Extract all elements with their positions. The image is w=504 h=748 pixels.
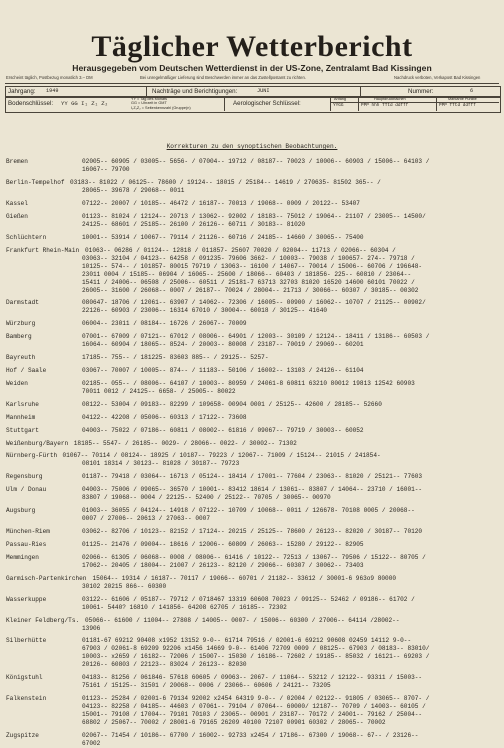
correction-codes: 15411 / 24006-- 06508 / 25006-- 60511 / 25181-7 63713 32703 81020 16520 14600 60101 70022 / xyxy=(82,278,415,286)
correction-codes: 23011 0004 / 15185-- 06904 / 16065-- 25600 / 18066-- 60403 / 181856- 225-- 60810 / 23064-- xyxy=(82,270,412,278)
correction-codes: 04123-- 82258 / 04185-- 44603 / 07061-- 79104 / 07064-- 60000/ 12187-- 70709 / 14003-- 60105 / xyxy=(82,703,426,711)
correction-codes: 01181-67 69212 90408 x1952 13152 9-0-- 61714 79516 / 02001-6 69212 90608 02459 14112 9-0-- xyxy=(82,637,412,645)
correction-codes: 24125-- 68601 / 25185-- 26100 / 26126-- 60711 / 30183-- 81020 xyxy=(82,220,306,228)
col-anfang-code: YYGG xyxy=(333,103,344,108)
correction-codes: 13906 xyxy=(82,624,101,632)
station-name: Nürnberg-Fürth xyxy=(6,452,58,460)
correction-codes: 20126-- 60803 / 22123-- 83024 / 26123-- 82030 xyxy=(82,661,247,669)
correction-codes: 22126-- 60903 / 23006-- 16314 67010 / 30004-- 60018 / 30125-- 41640 xyxy=(82,307,328,315)
correction-codes: 05066-- 61600 / 11004-- 27808 / 14005-- 0007- / 15006-- 60300 / 27006-- 64114 /28002-- xyxy=(85,616,400,624)
station-name: Silberhütte xyxy=(6,637,47,645)
correction-codes: 30102 20215 866-- 60300 xyxy=(82,582,167,590)
correction-codes: 01067-- 70114 / 08124-- 18925 / 10187-- 79223 / 12067-- 71009 / 15124-- 21015 / 241854- xyxy=(62,452,381,460)
correction-codes: 080647- 18706 / 12061-- 63907 / 14062-- 72306 / 16005-- 00900 / 16062-- 10707 / 21125-- 00902/ xyxy=(82,299,426,307)
station-name: Zugspitze xyxy=(6,732,39,740)
station-name: Darmstadt xyxy=(6,299,39,307)
correction-codes: 03183-- 81022 / 06125-- 78600 / 19124-- 18015 / 25184-- 14619 / 270635- 81502 365-- / xyxy=(70,178,381,186)
correction-codes: 08101 18314 / 30123-- 81028 / 30187-- 79723 xyxy=(82,460,240,468)
correction-codes: 01123-- 25284 / 02001-6 79134 92002 x2454 64319 9-0-- / 02004 / 02122-- 91805 / 03065-- 8707- / xyxy=(82,695,430,703)
reprint-note: Nachdruck verboten, Verkapost Bad Kissingen xyxy=(394,75,481,80)
delivery-note: Bei unregelmäßiger Lieferung sind Beschwerden immer an das Zustellpostamt zu richten. xyxy=(140,75,306,80)
station-name: Weißenburg/Bayern xyxy=(6,439,69,447)
station-name: Regensburg xyxy=(6,473,43,481)
surface-key-label: Bodenschlüssel: xyxy=(8,100,54,107)
col-main-levels-label: Hauptdruckflächen xyxy=(374,97,406,101)
station-name: Königstuhl xyxy=(6,674,43,682)
station-name: Wasserkuppe xyxy=(6,595,47,603)
correction-codes: 01125-- 21476 / 09004-- 18616 / 12006-- 60809 / 26063-- 15280 / 29122-- 82905 xyxy=(82,540,364,548)
aerological-key-label: Aerologischer Schlüssel: xyxy=(233,100,301,107)
station-name: Weiden xyxy=(6,379,28,387)
section-title: Korrekturen zu den synoptischen Beobachtungen. xyxy=(166,143,338,150)
correction-codes: 04183-- 81256 / 061846- 57618 60605 / 09063-- 2067- / 11064-- 53212 / 12122-- 93311 / 15003-- xyxy=(82,674,423,682)
station-name: Kleiner Feldberg/Ts. xyxy=(6,616,80,624)
correction-codes: 83807 / 19068-- 0004 / 22125-- 52400 / 25122-- 70705 / 30065-- 00970 xyxy=(82,494,331,502)
station-name: Kassel xyxy=(6,199,28,207)
issue-number-label: Nummer: xyxy=(408,88,434,95)
divider xyxy=(360,86,361,96)
surface-key-code: YY GG I₁ Z₁ Z₂ xyxy=(61,100,108,107)
correction-codes: 10061- 5440? 16810 / 141856- 64208 62705 / 16185-- 72302 xyxy=(82,603,287,611)
month-value: JUNI xyxy=(257,88,270,94)
station-name: Bamberg xyxy=(6,333,32,341)
correction-codes: 15001-- 79108 / 17004-- 79101 70103 / 23065-- 00901 / 23187-- 70172 / 24001-- 79162 / 25004-- xyxy=(82,711,423,719)
station-name: Bremen xyxy=(6,158,28,165)
col-marked-points-label: Markante Punkte xyxy=(448,97,477,101)
correction-codes: 03122-- 61606 / 05187-- 79712 / 0718467 13319 60608 70023 / 09125-- 52462 / 09186-- 61702 / xyxy=(82,595,415,603)
station-name: Ulm / Donau xyxy=(6,486,47,494)
station-name: Karlsruhe xyxy=(6,400,39,408)
correction-codes: 70011 0012 / 24125-- 6658- / 25005-- 80022 xyxy=(82,387,236,395)
correction-codes: 02185-- 055-- / 08006-- 64107 / 10003-- 80959 / 24061-8 60811 63210 80012 19813 12542 60903 xyxy=(82,379,415,387)
station-name: Passau-Ries xyxy=(6,540,47,548)
station-name: Frankfurt Rhein-Main xyxy=(6,246,80,254)
correction-codes: 07122-- 20007 / 10185-- 46472 / 16187-- 70013 / 19068-- 0009 / 20122-- 53407 xyxy=(82,199,360,207)
correction-codes: 28065-- 39678 / 29068-- 0011 xyxy=(82,186,185,194)
correction-codes: 17185-- 755-- / 181225- 83603 885-- / 29125-- 5257- xyxy=(82,354,269,362)
publication-note: Erscheint täglich, Postbezug monatlich 3.– DM xyxy=(6,75,93,80)
correction-codes: 01063-- 06286 / 01124-- 12818 / 011857- 25607 70020 / 02004-- 11713 / 02066-- 60304 / xyxy=(85,246,396,254)
correction-codes: 75161 / 15125-- 31501 / 20068-- 0006 / 23066-- 60606 / 24121-- 73205 xyxy=(82,682,331,690)
correction-codes: 04003-- 75006 / 09065-- 36570 / 10001-- 83412 18614 / 13061-- 83807 / 14064-- 23710 / 16001-- xyxy=(82,486,423,494)
col-main-levels-code: PPP hhh TTtd ddfff xyxy=(361,103,409,108)
correction-codes: 01123-- 81024 / 12124-- 20713 / 13062-- 92002 / 18183-- 75012 / 19064-- 21107 / 23005-- 14500/ xyxy=(82,212,426,220)
divider xyxy=(5,83,499,84)
correction-codes: 01187-- 79418 / 03064-- 16713 / 05124-- 18414 / 17001-- 77604 / 23063-- 81020 / 25121-- 77603 xyxy=(82,473,423,481)
corrections-label: Nachträge und Berichtigungen: xyxy=(152,88,238,95)
col-anfang-label: Anfang xyxy=(334,97,347,101)
correction-codes: 17062-- 20405 / 18004-- 21007 / 26123-- 82120 / 29066-- 60307 / 30062-- 73403 xyxy=(82,561,364,569)
col-marked-points-code: PPP TTtd ddfff xyxy=(439,103,476,108)
station-name: Memmingen xyxy=(6,553,39,561)
correction-codes: 0007 / 27006-- 20613 / 27063-- 0007 xyxy=(82,515,210,523)
jahrgang-value: 1949 xyxy=(46,88,59,94)
divider xyxy=(330,96,331,111)
correction-codes: 02067-- 71454 / 10186-- 67700 / 16002-- 92733 x2454 / 17186-- 67300 / 19068-- 67-- / 23126-- xyxy=(82,732,419,740)
correction-codes: 68802 / 25067-- 70002 / 28001-6 79165 26209 40100 72107 00901 60302 / 28065-- 70002 xyxy=(82,719,386,727)
correction-codes: 06004-- 23011 / 08184-- 16726 / 26067-- 70009 xyxy=(82,320,247,328)
jahrgang-label: Jahrgang: xyxy=(8,88,36,95)
station-name: Falkenstein xyxy=(6,695,47,703)
correction-codes: 02005-- 60905 / 03005-- 5656- / 07004-- 19712 / 08187-- 70023 / 10006-- 60903 / 15006-- 64103 / xyxy=(82,158,430,165)
correction-codes: 16067-- 79700 xyxy=(82,166,130,173)
divider xyxy=(146,86,147,96)
correction-codes: 67903 / 02061-8 69209 92206 x1456 14669 9-0-- 61406 72709 0009 / 08125-- 67903 / 08183-- 83010/ xyxy=(82,645,430,653)
correction-codes: 04003-- 75022 / 07186-- 60811 / 08002-- 61816 / 09067-- 79719 / 30003-- 60052 xyxy=(82,426,364,434)
station-name: Würzburg xyxy=(6,320,36,328)
divider xyxy=(436,96,437,111)
divider xyxy=(224,96,225,111)
issue-number-value: 6 xyxy=(470,88,474,94)
correction-codes: 10003-- x2659 / 16182-- 72006 / 15007-- 15030 / 16186-- 72602 / 19185-- 85032 / 16121-- 69203 / xyxy=(82,653,430,661)
station-name: Gießen xyxy=(6,212,28,220)
station-name: Hof / Saale xyxy=(6,367,47,374)
station-name: Garmisch-Partenkirchen xyxy=(6,574,87,582)
station-name: Augsburg xyxy=(6,507,36,515)
correction-codes: 02066-- 61305 / 06068-- 0008 / 08006-- 61416 / 10122-- 72513 / 13067-- 79506 / 15122-- 80705 / xyxy=(82,553,426,561)
correction-codes: 07001-- 67009 / 07121-- 67012 / 08006-- 64901 / 12003-- 30109 / 12124-- 18411 / 13186-- 60503 / xyxy=(82,333,430,341)
correction-codes: 03067-- 70007 / 10005-- 874-- / 11183-- 50106 / 16002-- 13103 / 24126-- 61104 xyxy=(82,367,364,374)
divider xyxy=(358,96,359,111)
correction-codes: 04122-- 42208 / 05006-- 60313 / 17122-- 73608 xyxy=(82,413,247,421)
correction-codes: 67002 xyxy=(82,740,101,748)
correction-codes: 26005-- 31600 / 26068-- 0007 / 26187-- 70024 / 28004-- 21713 / 30066-- 60307 / 30185-- 00302 xyxy=(82,286,419,294)
correction-codes: 03063-- 32104 / 04123-- 64258 / 091235- 79606 3662- / 10003-- 79038 / 100657- 274-- 79718 / xyxy=(82,254,415,262)
station-name: Stuttgart xyxy=(6,426,39,434)
station-name: München-Riem xyxy=(6,528,50,535)
page-title: Täglicher Wetterbericht xyxy=(91,30,413,63)
correction-codes: 16064-- 60904 / 18065-- 8524- / 20003-- 80008 / 23187-- 70019 / 29069-- 60201 xyxy=(82,341,364,349)
surface-key-legend: YY = Tag des Monats GG = Uhrzeit in GMT I₁Z₁Z₂ = Seitenkennzahl (Gruppe(n) xyxy=(131,97,191,110)
correction-codes: 15064-- 19314 / 16187-- 70117 / 19066-- 60701 / 21182-- 33612 / 30001-6 963o9 80000 xyxy=(92,574,397,582)
station-name: Berlin-Tempelhof xyxy=(6,178,65,186)
correction-codes: 10125-- 574-- / 101857- 80015 79719 / 13063-- 16100 / 14067-- 70014 / 15006-- 60706 / 196648- xyxy=(82,262,423,270)
page-subtitle: Herausgegeben vom Deutschen Wetterdienst in der US-Zone, Zentralamt Bad Kissingen xyxy=(72,63,432,73)
correction-codes: 01003-- 36055 / 04124-- 14918 / 07122-- 10709 / 10068-- 0011 / 126678- 70108 0005 / 20068-- xyxy=(82,507,415,515)
correction-codes: 18185-- 5547- / 26185-- 0029- / 28066-- 0022- / 30002-- 71302 xyxy=(73,439,297,447)
station-name: Bayreuth xyxy=(6,354,36,362)
correction-codes: 08122-- 53004 / 09183-- 82299 / 109658- 00904 0001 / 25125-- 42600 / 28185-- 52660 xyxy=(82,400,382,408)
station-name: Schlüchtern xyxy=(6,233,47,241)
correction-codes: 10001-- 53914 / 10067-- 79114 / 21126-- 60716 / 24185-- 14660 / 30065-- 75400 xyxy=(82,233,364,241)
correction-codes: 03062-- 82706 / 10123-- 82152 / 17124-- 20215 / 25125-- 78600 / 26123-- 82020 / 30187-- 70120 xyxy=(82,528,423,535)
station-name: Mannheim xyxy=(6,413,36,421)
